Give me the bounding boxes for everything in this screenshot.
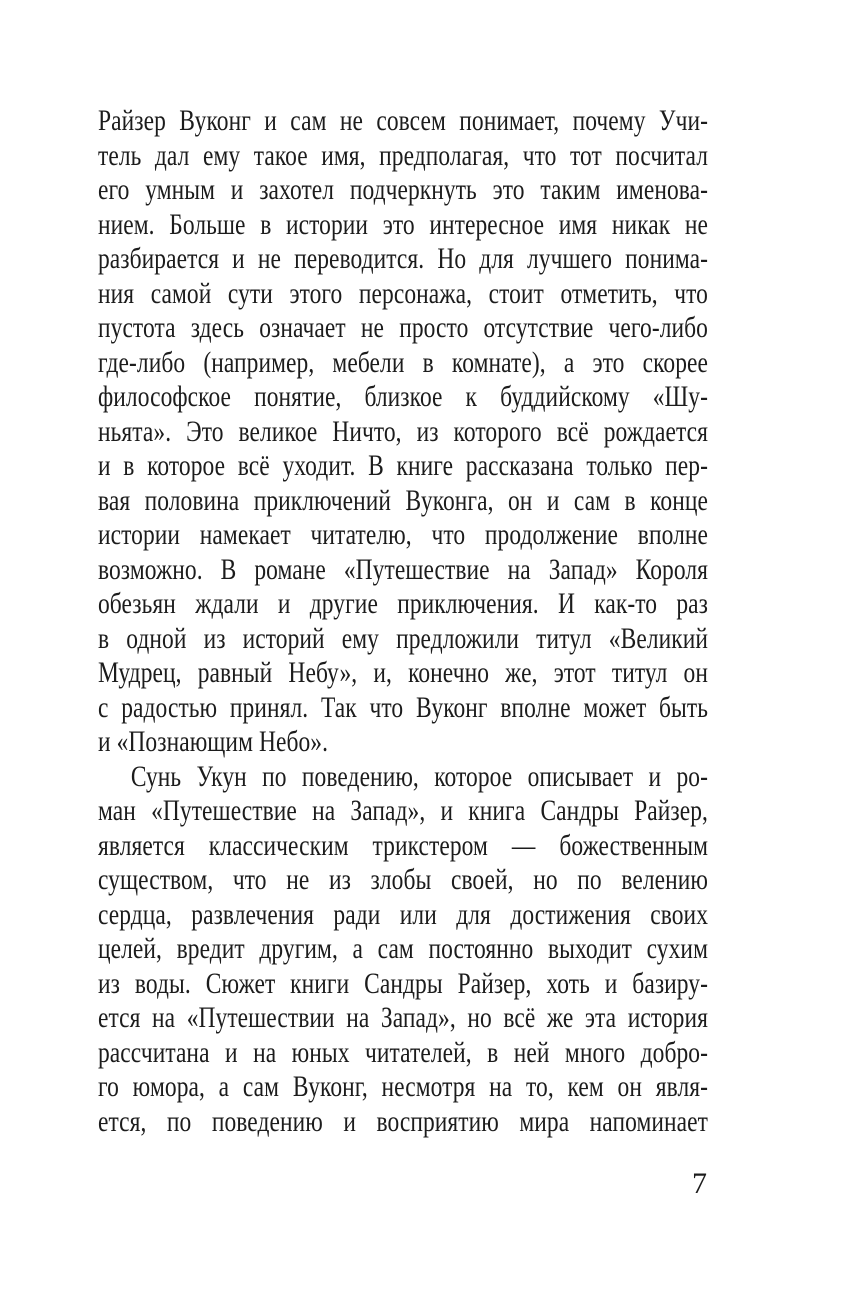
text-line: Райзер Вуконг и сам не совсем понимает, почему Учи-: [98, 104, 708, 137]
text-line: является классическим трикстером — божественным: [98, 828, 708, 862]
text-line: обезьян ждали и другие приключения. И как-то раз: [98, 587, 708, 620]
text-line: го юмора, а сам Вуконг, несмотря на то, кем он явля-: [98, 1070, 708, 1103]
text-line: ния самой сути этого персонажа, стоит отметить, что: [98, 276, 708, 310]
text-line: пустота здесь означает не просто отсутствие чего-либо: [98, 311, 708, 344]
text-line: философское понятие, близкое к буддийскому «Шу-: [98, 380, 708, 413]
text-line: Мудрец, равный Небу», и, конечно же, этот титул он: [98, 656, 708, 689]
text-line: Сунь Укун по поведению, которое описывает и ро-: [130, 759, 708, 793]
text-line: где-либо (например, мебели в комнате), а это скорее: [98, 345, 708, 379]
text-line: тель дал ему такое имя, предполагая, что тот посчитал: [98, 138, 708, 172]
text-line: из воды. Сюжет книги Сандры Райзер, хоть и базиру-: [98, 966, 708, 1000]
text-line: ман «Путешествие на Запад», и книга Сандры Райзер,: [98, 794, 708, 827]
text-line: ньята». Это великое Ничто, из которого всё рождается: [98, 414, 708, 448]
text-line: ется на «Путешествии на Запад», но всё же эта история: [98, 1001, 708, 1034]
text-line: возможно. В романе «Путешествие на Запад» Короля: [98, 552, 708, 586]
page-number: 7: [692, 1167, 707, 1200]
text-line: рассчитана и на юных читателей, в ней много добро-: [98, 1035, 708, 1069]
text-line: в одной из историй ему предложили титул «Великий: [98, 621, 708, 655]
page-text: [98, 104, 708, 1139]
text-line: ется, по поведению и восприятию мира напоминает: [98, 1104, 708, 1138]
paragraph: [98, 760, 708, 1140]
text-line: разбирается и не переводится. Но для лучшего понима-: [98, 242, 708, 275]
text-line: его умным и захотел подчеркнуть это таким именова-: [98, 173, 708, 206]
text-line: истории намекает читателю, что продолжение вполне: [98, 518, 708, 551]
text-line: сердца, развлечения ради или для достижения своих: [98, 897, 708, 931]
text-line: нием. Больше в истории это интересное имя никак не: [98, 207, 708, 241]
text-line: вая половина приключений Вуконга, он и сам в конце: [98, 483, 708, 517]
paragraph: [98, 104, 708, 760]
text-line: с радостью принял. Так что Вуконг вполне может быть: [98, 690, 708, 724]
text-line: целей, вредит другим, а сам постоянно выходит сухим: [98, 932, 708, 965]
text-line: и «Познающим Небо».: [98, 725, 329, 758]
text-line: и в которое всё уходит. В книге рассказана только пер-: [98, 449, 708, 482]
text-line: существом, что не из злобы своей, но по велению: [98, 863, 708, 896]
